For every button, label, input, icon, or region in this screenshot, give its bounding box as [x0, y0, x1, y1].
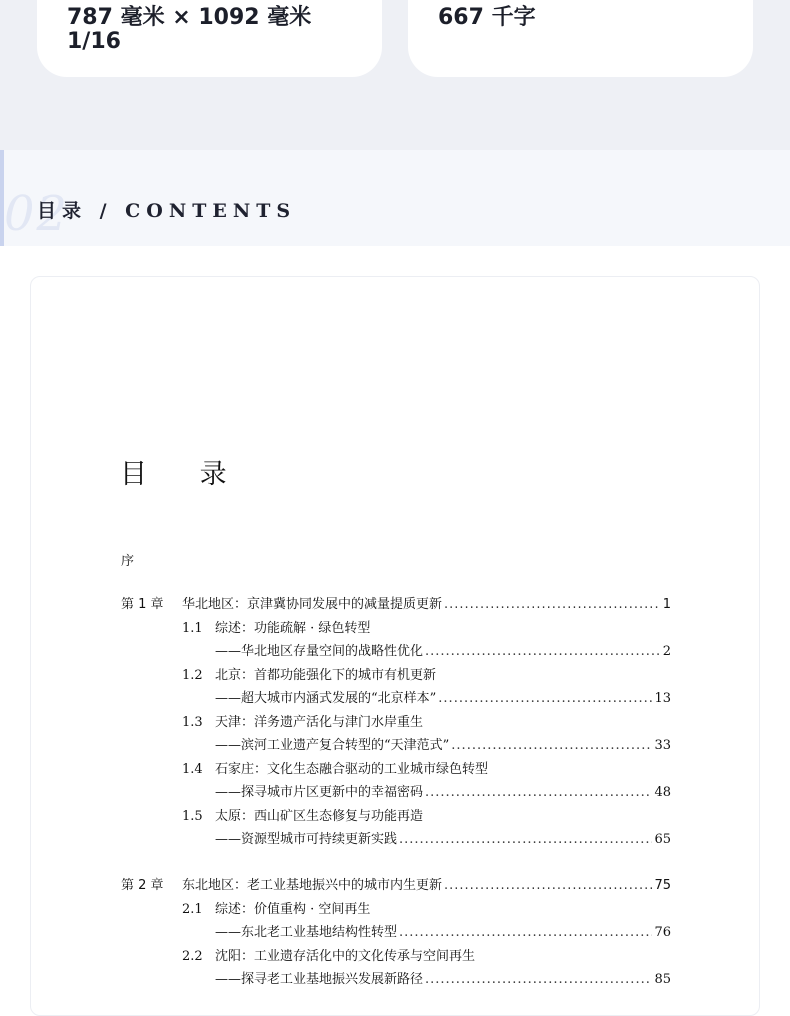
section-subtitle: ——东北老工业基地结构性转型 [215, 925, 398, 940]
section-page: 76 [654, 925, 671, 940]
section-number: 2.2 [182, 948, 203, 964]
section-number: 2.1 [182, 901, 203, 917]
dot-leader [425, 643, 659, 661]
toc-section-row [182, 620, 671, 638]
toc-subtitle-row [215, 924, 671, 942]
section-header [0, 150, 790, 246]
dot-leader [399, 924, 652, 942]
toc-chapter-row [121, 596, 671, 614]
section-title: 天津：洋务遗产活化与津门水岸重生 [215, 714, 424, 730]
format-value: 787 毫米 × 1092 毫米 1/16 [67, 5, 312, 54]
section-title: 沈阳：工业遗存活化中的文化传承与空间再生 [215, 948, 476, 964]
section-title: 北京：首都功能强化下的城市有机更新 [215, 667, 437, 683]
dot-leader [425, 971, 652, 989]
chapter-title: 东北地区：老工业基地振兴中的城市内生更新 [182, 878, 443, 893]
toc-chapter-row [121, 877, 671, 895]
section-title: 太原：西山矿区生态修复与功能再造 [215, 808, 424, 824]
dot-leader [451, 737, 652, 755]
toc-section-row [182, 808, 671, 826]
section-page: 48 [654, 785, 671, 800]
dot-leader [425, 784, 652, 802]
toc-section-row [182, 761, 671, 779]
wordcount-value: 667 千字 [438, 5, 536, 30]
section-number: 1.2 [182, 667, 203, 683]
section-number: 1.4 [182, 761, 203, 777]
section-title: 目录 / CONTENTS [37, 200, 297, 222]
section-subtitle: ——滨河工业遗产复合转型的“天津范式” [215, 738, 450, 753]
section-title: 综述：功能疏解 · 绿色转型 [215, 620, 371, 636]
toc-heading: 目 录 [120, 459, 249, 490]
dot-leader [399, 831, 652, 849]
chapter-page: 75 [654, 878, 671, 893]
dot-leader [444, 877, 652, 895]
chapter-number: 第 2 章 [121, 878, 164, 893]
section-page: 13 [654, 691, 671, 706]
section-title: 综述：价值重构 · 空间再生 [215, 901, 371, 917]
toc-subtitle-row [215, 971, 671, 989]
toc-section-row [182, 714, 671, 732]
section-number: 1.1 [182, 620, 203, 636]
chapter-title: 华北地区：京津冀协同发展中的减量提质更新 [182, 597, 443, 612]
toc-subtitle-row [215, 643, 671, 661]
top-band [0, 0, 790, 150]
chapter-number: 第 1 章 [121, 597, 164, 612]
section-page: 2 [662, 644, 671, 659]
section-subtitle: ——超大城市内涵式发展的“北京样本” [215, 691, 437, 706]
toc-section-row [182, 948, 671, 966]
wordcount-card [408, 0, 753, 77]
chapter-page: 1 [662, 597, 671, 612]
toc-section-row [182, 901, 671, 919]
dot-leader [438, 690, 652, 708]
toc-preface: 序 [121, 554, 135, 569]
section-subtitle: ——探寻老工业基地振兴发展新路径 [215, 972, 424, 987]
section-page: 33 [654, 738, 671, 753]
toc-subtitle-row [215, 737, 671, 755]
section-title: 石家庄：文化生态融合驱动的工业城市绿色转型 [215, 761, 489, 777]
toc-subtitle-row [215, 831, 671, 849]
toc-section-row [182, 667, 671, 685]
format-card [37, 0, 382, 77]
section-number: 1.5 [182, 808, 203, 824]
toc-subtitle-row [215, 690, 671, 708]
section-subtitle: ——探寻城市片区更新中的幸福密码 [215, 785, 424, 800]
section-number: 1.3 [182, 714, 203, 730]
section-subtitle: ——华北地区存量空间的战略性优化 [215, 644, 424, 659]
section-page: 65 [654, 832, 671, 847]
section-subtitle: ——资源型城市可持续更新实践 [215, 832, 398, 847]
dot-leader [444, 596, 659, 614]
toc-subtitle-row [215, 784, 671, 802]
section-number: 02 [4, 186, 70, 242]
section-page: 85 [654, 972, 671, 987]
